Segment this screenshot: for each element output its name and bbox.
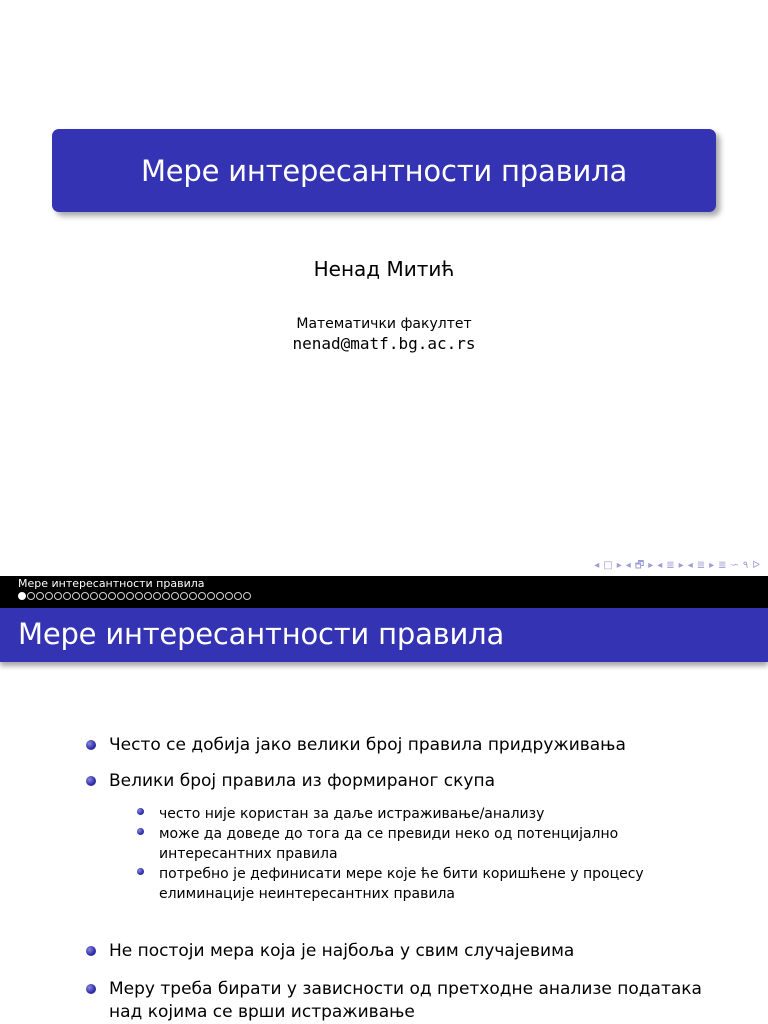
nav-back-icon[interactable]: ∽ [730, 560, 739, 571]
frame-dot[interactable] [171, 592, 179, 600]
sub-bullet-item [137, 824, 689, 864]
bullet-item [86, 770, 495, 793]
section-title: Мере интересантности правила [18, 577, 205, 590]
frame-dot[interactable] [144, 592, 152, 600]
bullet-text: Велики број правила из формираног скупа [109, 771, 495, 791]
frame-title-bar [0, 608, 768, 662]
ball-bullet-icon [86, 776, 96, 786]
nav-search-icon[interactable]: ۹ [742, 560, 749, 571]
frame-dot[interactable] [108, 592, 116, 600]
frame-dot[interactable] [99, 592, 107, 600]
author-name: Ненад Митић [313, 257, 455, 281]
frame-dot[interactable] [207, 592, 215, 600]
nav-prev-frame-icon[interactable]: ◂ [625, 560, 631, 571]
sub-bullet-text: може да доведе до тога да се превиди неко од потенцијално интересантних правила [159, 826, 619, 862]
institute-name: Математички факултет [296, 316, 472, 332]
nav-subsection-icon[interactable]: ≣ [666, 560, 675, 571]
nav-next-frame-icon[interactable]: ▸ [648, 560, 654, 571]
frame-dot[interactable] [126, 592, 134, 600]
sub-bullet-item [137, 864, 689, 904]
bullet-item [86, 940, 574, 963]
content-slide [0, 576, 768, 1024]
frame-dot[interactable] [216, 592, 224, 600]
ball-bullet-icon [86, 984, 96, 994]
ball-bullet-icon [86, 740, 96, 750]
frame-dot[interactable] [198, 592, 206, 600]
current-frame-dot[interactable] [18, 592, 26, 600]
nav-prev-slide-icon[interactable]: ◂ [594, 560, 600, 571]
frame-dot[interactable] [81, 592, 89, 600]
headline-bar [0, 576, 768, 608]
frame-title: Мере интересантности правила [18, 617, 505, 651]
frame-dot[interactable] [36, 592, 44, 600]
frame-dot[interactable] [27, 592, 35, 600]
small-ball-bullet-icon [137, 828, 144, 835]
sub-bullet-item [137, 804, 689, 824]
bullet-item [86, 734, 626, 757]
frame-dot[interactable] [72, 592, 80, 600]
nav-next-section-icon[interactable]: ▸ [709, 560, 715, 571]
frame-dot[interactable] [162, 592, 170, 600]
nav-forward-icon[interactable]: ᐅ [752, 560, 760, 571]
nav-prev-section-icon[interactable]: ◂ [687, 560, 693, 571]
sub-bullet-text: често није користан за даље истраживање/анализу [159, 806, 545, 822]
frame-dot[interactable] [153, 592, 161, 600]
nav-document-icon[interactable]: ≣ [718, 560, 727, 571]
sub-bullet-text: потребно је дефинисати мере које ће бити коришћене у процесу елиминације неинтересантних правила [159, 866, 644, 902]
frame-dot[interactable] [117, 592, 125, 600]
nav-next-subsection-icon[interactable]: ▸ [678, 560, 684, 571]
bullet-text: Не постоји мера која је најбоља у свим случајевима [109, 941, 575, 961]
frame-dot[interactable] [234, 592, 242, 600]
frame-dot[interactable] [189, 592, 197, 600]
bullet-text: Меру треба бирати у зависности од претходне анализе података над којима се врши истраживање [109, 979, 702, 1022]
small-ball-bullet-icon [137, 868, 144, 875]
presentation-title: Мере интересантности правила [140, 153, 628, 188]
nav-slide-icon[interactable]: □ [603, 560, 613, 571]
frame-dot[interactable] [90, 592, 98, 600]
nav-prev-subsection-icon[interactable]: ◂ [657, 560, 663, 571]
mini-frame-navigation [18, 592, 251, 600]
frame-dot[interactable] [63, 592, 71, 600]
beamer-navigation-bar [594, 560, 760, 572]
ball-bullet-icon [86, 946, 96, 956]
bullet-text: Често се добија јако велики број правила придруживања [109, 735, 626, 755]
frame-dot[interactable] [243, 592, 251, 600]
nav-section-icon[interactable]: ≣ [696, 560, 706, 571]
frame-dot[interactable] [225, 592, 233, 600]
frame-dot[interactable] [180, 592, 188, 600]
nav-frame-icon[interactable]: 🗗 [634, 560, 645, 571]
frame-dot[interactable] [45, 592, 53, 600]
bullet-item [86, 978, 726, 1024]
frame-dot[interactable] [135, 592, 143, 600]
frame-dot[interactable] [54, 592, 62, 600]
nav-next-slide-icon[interactable]: ▸ [616, 560, 622, 571]
small-ball-bullet-icon [137, 808, 144, 815]
title-box [52, 129, 716, 212]
author-email: nenad@matf.bg.ac.rs [292, 334, 476, 353]
